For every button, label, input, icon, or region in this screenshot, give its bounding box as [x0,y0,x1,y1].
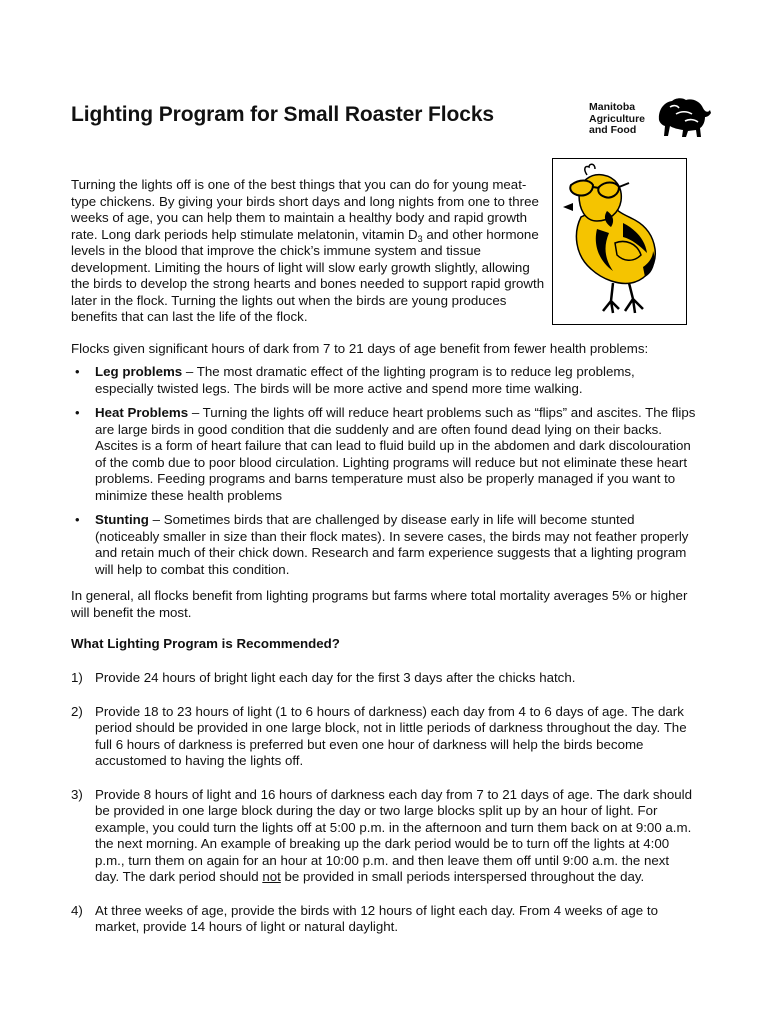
bullet-icon: • [75,512,80,527]
bullet-text: – The most dramatic effect of the lighting program is to reduce leg problems, especially twisted legs. The birds will be more active and spend more time walking. [95,364,635,396]
bullet-text: – Turning the lights off will reduce heart problems such as “flips” and ascites. The flips are large birds in good condition that die suddenly and are often found dead lying on their backs. Ascites is a form of heart failure that can lead to fluid build up in the abdomen and dark discolouration of the comb due to poor blood circulation. Lighting programs will reduce but not eliminate these heart problems. Feeding programs and barns temperature must also be properly managed if you want to minimize these health problems [95,405,696,503]
intro-paragraph [71,177,546,326]
step-text-part: be provided in small periods interspersed throughout the day. [280,869,645,884]
bullet-text: – Sometimes birds that are challenged by disease early in life will become stunted (noticeably smaller in size than their flock mates). In severe cases, the birds may not feather properly and retain much of their chick down. Research and farm experience suggests that a lighting program will help to combat this condition. [95,512,689,577]
bison-logo-icon [655,96,713,142]
step-text: Provide 24 hours of bright light each day for the first 3 days after the chicks hatch. [95,670,576,685]
brand-text [589,102,645,137]
step-text-part: Provide 8 hours of light and 16 hours of darkness each day from 7 to 21 days of age. The dark should be provided in one large block during the day or two large blocks split up by an hour of light. For example, you could turn the lights off at 5:00 p.m. in the afternoon and turn them back on at 9:00 a.m. the next morning. An example of breaking up the dark period would be to turn off the lights at 4:00 p.m., turn them on again for an hour at 10:00 p.m. and then leave them off until 9:00 a.m. the next day. The dark period should [95,786,693,884]
bullet-term: Stunting [95,512,149,527]
list-item [71,512,696,578]
bullet-icon: • [75,364,80,379]
benefits-list [71,364,696,586]
brand-line-2: Agriculture [589,112,646,125]
list-item [71,704,696,770]
steps-list [71,670,696,953]
list-item [71,405,696,504]
step-text: Provide 18 to 23 hours of light (1 to 6 hours of darkness) each day from 4 to 6 days of age. The dark period should be provided in one large block, not in little periods of darkness throughout the day. The full 6 hours of darkness is preferred but even one hour of darkness will help the birds become accustomed to having the lights off. [95,703,687,768]
section-heading: What Lighting Program is Recommended? [71,636,340,651]
list-item [71,787,696,886]
list-item [71,903,696,936]
chick-illustration [552,158,687,325]
step-text [95,787,692,885]
chick-icon [553,159,687,325]
step-number: 2) [71,703,83,719]
step-number: 3) [71,786,83,802]
underlined-word: not [262,869,281,884]
intro-text-1: Turning the lights off is one of the best things that you can do for young meat-type chickens. By giving your birds short days and long nights from one to three weeks of age, you can help them to maintain a healthy body and rapid growth rate. Long dark periods help stimulate melatonin, vitamin D [71,177,539,242]
step-number: 1) [71,670,83,685]
vitamin-subscript: 3 [417,233,423,244]
brand-line-3: and Food [589,124,637,136]
bullet-term: Heat Problems [95,405,189,420]
brand-line-1: Manitoba [589,101,636,113]
step-text: At three weeks of age, provide the birds with 12 hours of light each day. From 4 weeks of age to market, provide 14 hours of light or natural daylight. [95,902,658,934]
list-item [71,364,696,397]
step-number: 4) [71,902,83,918]
page-title: Lighting Program for Small Roaster Flocks [71,103,494,126]
list-item [71,670,696,687]
bullet-term: Leg problems [95,364,183,379]
intro-text-2: and other hormone levels in the blood that improve the chick’s immune system and tissue development. Limiting the hours of light will slow early growth slightly, allowing the birds to develop the strong hearts and bones needed to support rapid growth later in the flock. Turning the lights out when the birds are young produces benefits that can last the life of the flock. [71,226,545,324]
bullet-icon: • [75,405,80,420]
general-paragraph: In general, all flocks benefit from lighting programs but farms where total mortality averages 5% or higher will benefit the most. [71,588,688,620]
flocks-intro: Flocks given significant hours of dark from 7 to 21 days of age benefit from fewer health problems: [71,341,649,356]
